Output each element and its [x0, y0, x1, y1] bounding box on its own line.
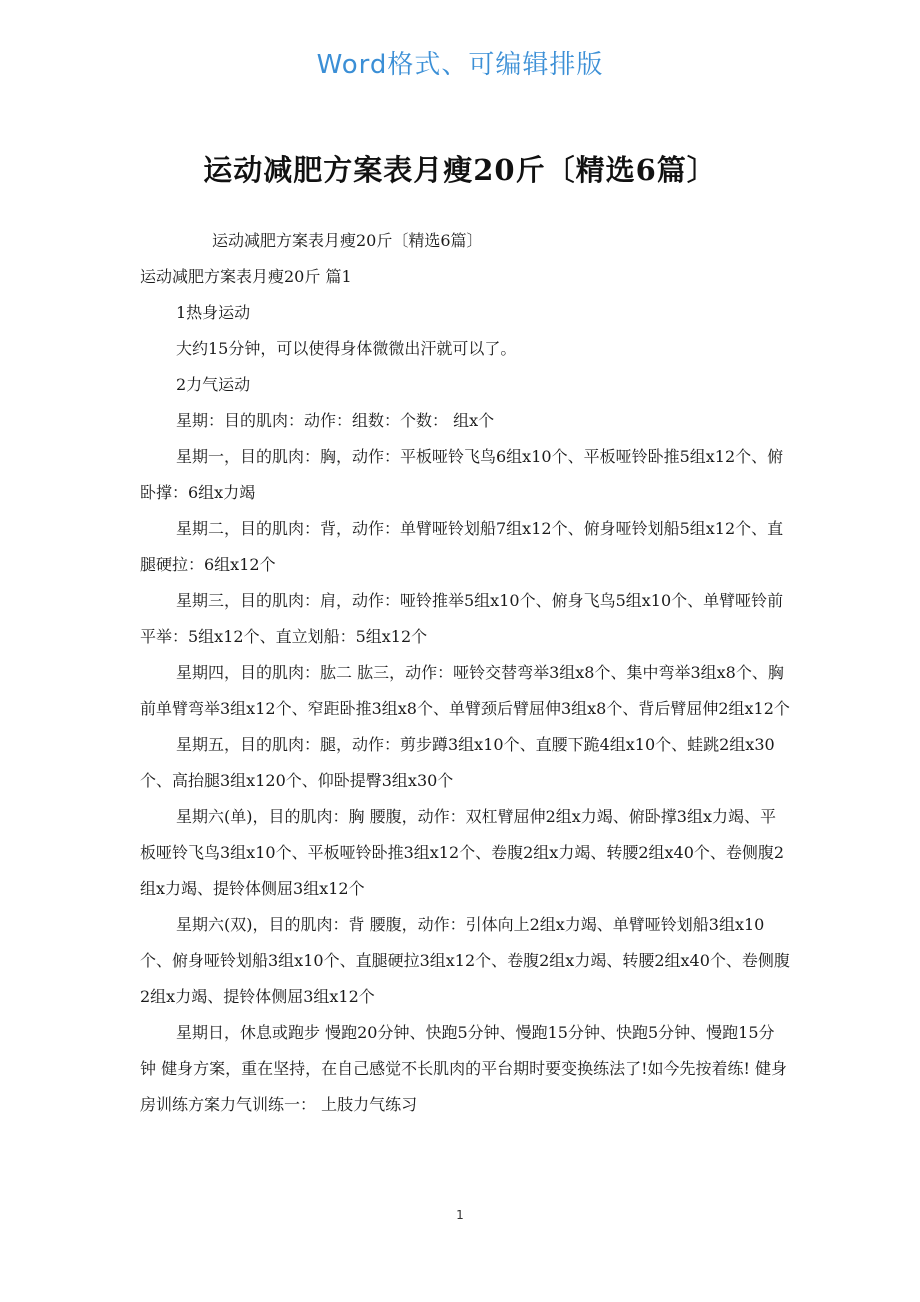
paragraph-warmup-text: 大约15分钟，可以使得身体微微出汗就可以了。: [176, 339, 517, 358]
paragraph-friday: 星期五，目的肌肉：腿，动作：剪步蹲3组x10个、直腰下跪4组x10个、蛙跳2组x30个、高抬腿3组x120个、仰卧提臀3组x30个: [140, 735, 775, 790]
section-heading: 运动减肥方案表月瘦20斤 篇1: [140, 267, 352, 286]
document-body: [140, 223, 790, 1123]
page-number: 1: [456, 1208, 464, 1222]
paragraph-thursday: 星期四，目的肌肉：肱二 肱三，动作：哑铃交替弯举3组x8个、集中弯举3组x8个、胸前单臂弯举3组x12个、窄距卧推3组x8个、单臂颈后臂屈伸3组x8个、背后臂屈伸2组x12个: [140, 663, 790, 718]
paragraph-monday: 星期一，目的肌肉：胸，动作：平板哑铃飞鸟6组x10个、平板哑铃卧推5组x12个、俯卧撑：6组x力竭: [140, 447, 784, 502]
document-title: 运动减肥方案表月瘦20斤〔精选6篇〕: [203, 153, 717, 187]
paragraph-schedule-header: 星期：目的肌肉：动作：组数：个数： 组x个: [176, 411, 495, 430]
paragraph-wednesday: 星期三，目的肌肉：肩，动作：哑铃推举5组x10个、俯身飞鸟5组x10个、单臂哑铃前平举：5组x12个、直立划船：5组x12个: [140, 591, 784, 646]
paragraph-saturday-odd: 星期六(单)，目的肌肉：胸 腰腹，动作：双杠臂屈伸2组x力竭、俯卧撑3组x力竭、平板哑铃飞鸟3组x10个、平板哑铃卧推3组x12个、卷腹2组x力竭、转腰2组x40个、卷侧腹2组x力竭、提铃体侧屈3组x12个: [140, 807, 785, 898]
header-watermark: Word格式、可编辑排版: [316, 50, 604, 80]
paragraph-saturday-even: 星期六(双)，目的肌肉：背 腰腹，动作：引体向上2组x力竭、单臂哑铃划船3组x10个、俯身哑铃划船3组x10个、直腿硬拉3组x12个、卷腹2组x力竭、转腰2组x40个、卷侧腹2组x力竭、提铃体侧屈3组x12个: [140, 915, 790, 1006]
paragraph-warmup-heading: 1热身运动: [176, 303, 251, 322]
paragraph-sunday: 星期日，休息或跑步 慢跑20分钟、快跑5分钟、慢跑15分钟、快跑5分钟、慢跑15分钟 健身方案，重在坚持，在自己感觉不长肌肉的平台期时要变换练法了!如今先按着练! 健身房训练方案力气训练一： 上肢力气练习: [140, 1023, 788, 1114]
paragraph-strength-heading: 2力气运动: [176, 375, 251, 394]
paragraph-tuesday: 星期二，目的肌肉：背，动作：单臂哑铃划船7组x12个、俯身哑铃划船5组x12个、直腿硬拉：6组x12个: [140, 519, 784, 574]
document-subtitle: 运动减肥方案表月瘦20斤〔精选6篇〕: [212, 231, 483, 250]
